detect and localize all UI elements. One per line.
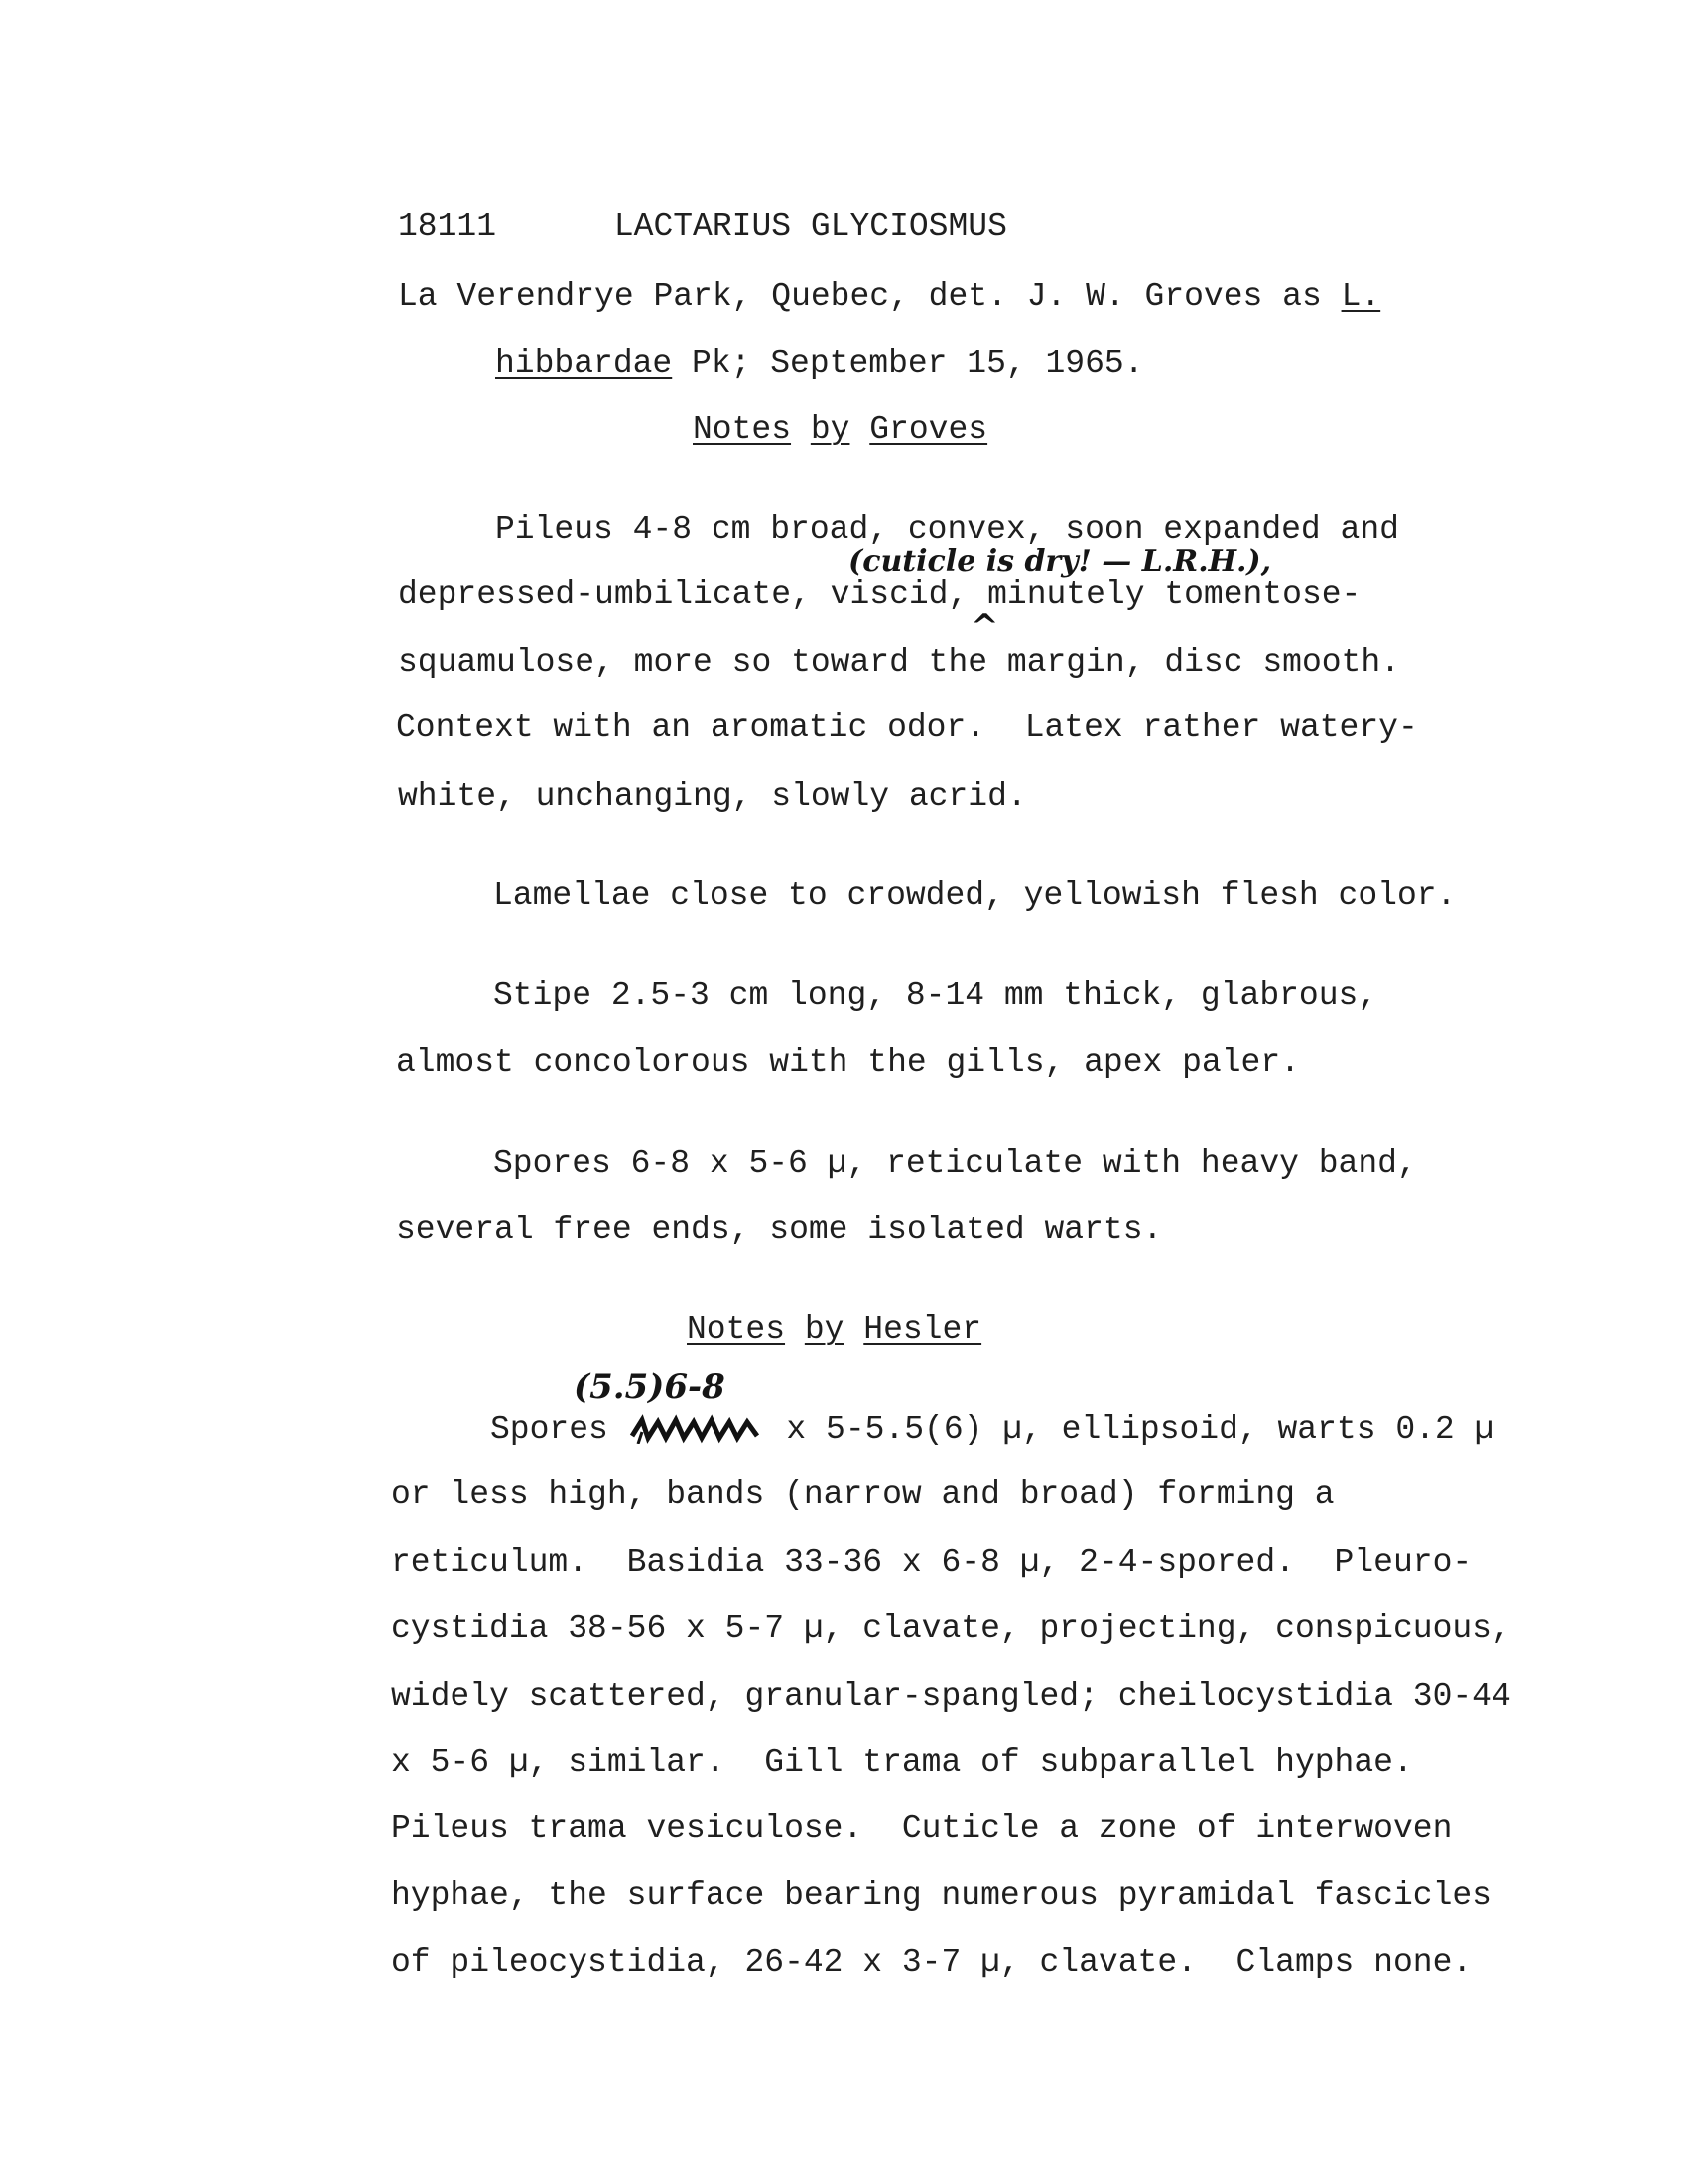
paragraph-line [493,976,1377,1016]
text-segment: white, unchanging, slowly acrid. [398,778,1027,815]
handwritten-caret: ^ [971,607,999,647]
text-segment: almost concolorous with the gills, apex paler. [396,1044,1300,1081]
underlined-text: Notes [693,411,792,448]
paragraph-line [398,777,1027,817]
underlined-text: Hesler [863,1311,982,1348]
handwritten-cuticle-note: (cuticle is dry! — L.R.H.), [848,544,1272,578]
text-segment: 18111 LACTARIUS GLYCIOSMUS [398,208,1007,245]
text-segment [849,411,869,448]
paragraph-line [396,708,1418,748]
underlined-text: Groves [869,411,988,448]
text-segment: or less high, bands (narrow and broad) forming a [391,1477,1335,1513]
text-segment: Pileus trama vesiculose. Cuticle a zone of interwoven [391,1810,1453,1847]
text-segment [791,411,811,448]
underlined-text: L. [1341,278,1381,315]
paragraph-line [398,643,1400,683]
text-segment: several free ends, some isolated warts. [396,1212,1163,1248]
text-segment: of pileocystidia, 26-42 x 3-7 µ, clavate. Clamps none. [391,1944,1473,1981]
text-segment [785,1311,805,1348]
text-segment: Lamellae close to crowded, yellowish flesh color. [493,877,1457,914]
paragraph-line [493,876,1456,916]
text-segment: Context with an aromatic odor. Latex rather watery- [396,709,1418,746]
text-segment: Spores 6-8 x 5-6 µ, reticulate with heavy band, [493,1145,1417,1182]
text-segment: Stipe 2.5-3 cm long, 8-14 mm thick, glabrous, [493,977,1378,1014]
paragraph-line [391,1609,1511,1649]
text-segment: squamulose, more so toward the margin, disc smooth. [398,644,1400,681]
paragraph-line [490,1410,1493,1450]
paragraph-line [396,1043,1300,1083]
paragraph-line [398,576,1361,615]
paragraph-line [391,1743,1413,1783]
text-segment: depressed-umbilicate, viscid, minutely tomentose- [398,577,1362,613]
text-segment: widely scattered, granular-spangled; cheilocystidia 30-44 [391,1678,1511,1715]
text-segment: Spores [490,1411,628,1448]
paragraph-line [391,1943,1472,1983]
paragraph-line [391,1543,1472,1583]
locality-line-cont [495,344,1144,384]
locality-line [398,277,1380,317]
heading-notes-by-groves [693,410,987,450]
text-segment [844,1311,863,1348]
heading-notes-by-hesler [687,1310,981,1349]
title-line [398,207,1007,247]
underlined-text: hibbardae [495,345,673,382]
paragraph-line [391,1876,1492,1916]
underlined-text: by [804,1311,844,1348]
paragraph-line [396,1211,1162,1250]
text-segment: reticulum. Basidia 33-36 x 6-8 µ, 2-4-spored. Pleuro- [391,1544,1473,1581]
paragraph-line [493,1144,1417,1184]
text-segment: Pileus 4-8 cm broad, convex, soon expanded and [495,511,1399,548]
text-segment: x 5-6 µ, similar. Gill trama of subparallel hyphae. [391,1744,1413,1781]
text-segment: La Verendrye Park, Quebec, det. J. W. Groves as [398,278,1342,315]
text-segment: cystidia 38-56 x 5-7 µ, clavate, projecting, conspicuous, [391,1610,1511,1647]
underlined-text: by [810,411,850,448]
text-segment: x 5-5.5(6) µ, ellipsoid, warts 0.2 µ [766,1411,1494,1448]
underlined-text: Notes [687,1311,786,1348]
paragraph-line [391,1677,1511,1717]
paragraph-line [391,1809,1452,1849]
paragraph-line [391,1476,1335,1515]
crossed-out-text-scribble [628,1414,767,1444]
handwritten-spore-correction: (5.5)6-8 [574,1367,725,1407]
text-segment: hyphae, the surface bearing numerous pyramidal fascicles [391,1877,1492,1914]
text-segment: Pk; September 15, 1965. [672,345,1144,382]
